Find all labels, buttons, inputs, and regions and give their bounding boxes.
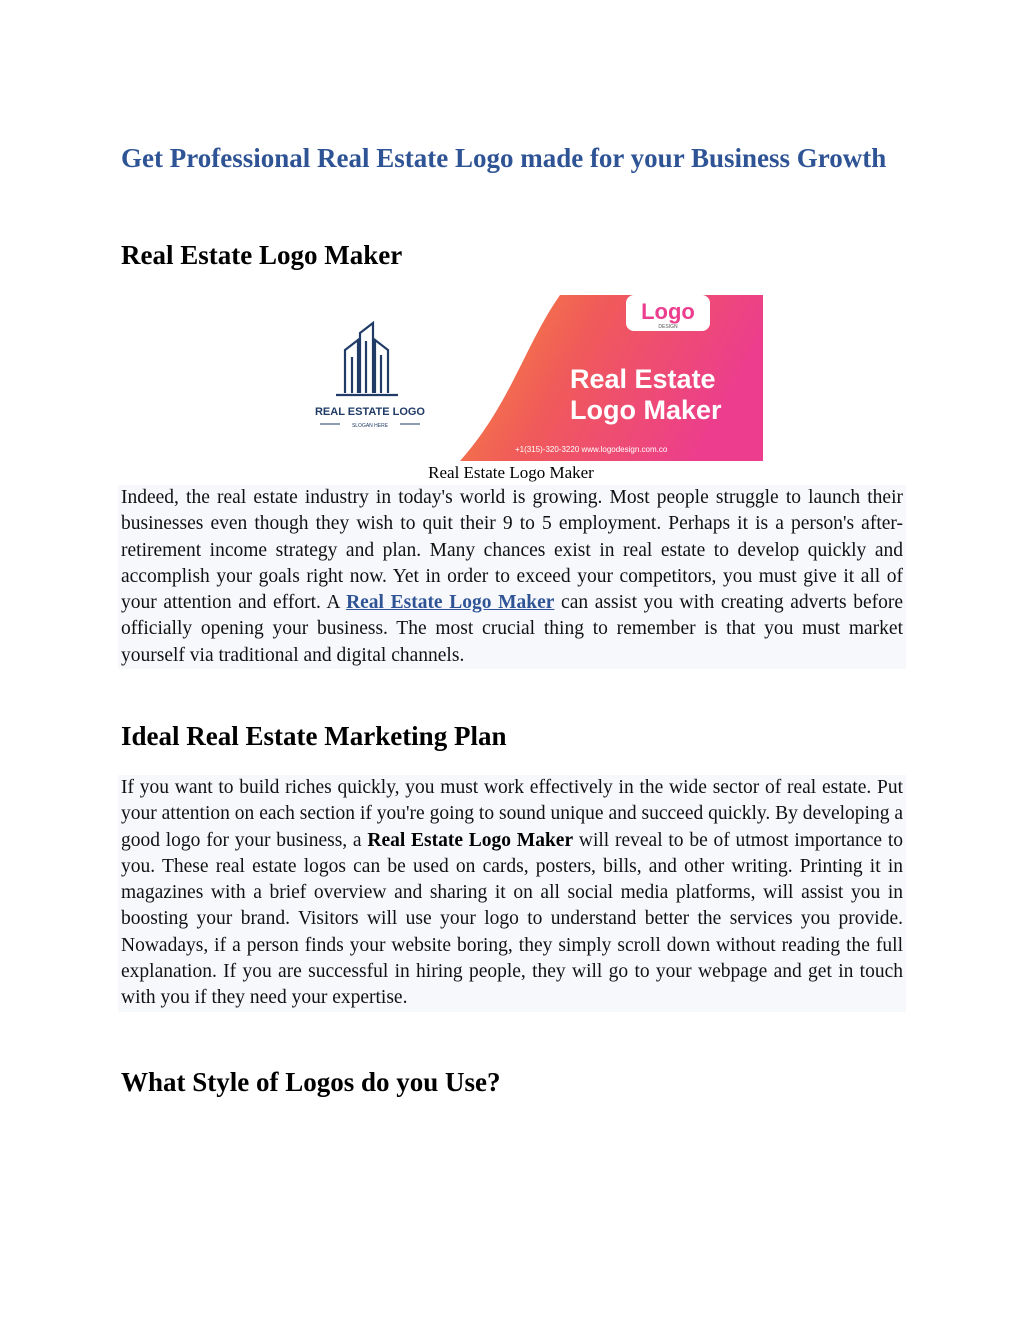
image-caption: Real Estate Logo Maker bbox=[428, 463, 594, 482]
marketing-text-part2: will reveal to be of utmost importance to you. These real estate logos can be used on cards, posters, bills, and other writing. Printing it in magazines with a brief overview and sharing it on all social media platforms, will assist you in boosting your brand. Visitors will use your logo to understand better the services you provide. Nowadays, if a person finds your website boring, they simply scroll down without reading the full explanation. If you are successful in hiring people, they will go to your webpage and get in touch with you if they need your expertise. bbox=[121, 829, 903, 1009]
section-heading-logo-styles: What Style of Logos do you Use? bbox=[121, 1067, 501, 1097]
brand-mark-design: DESIGN bbox=[658, 324, 678, 330]
real-estate-logo-banner-image bbox=[310, 295, 763, 461]
marketing-text-part1: If you want to build riches quickly, you must work effectively in the wide sector of real estate. Put your attention on each section if you're going to sound unique and succeed quickly. By developing a good logo for your business, a bbox=[121, 777, 903, 851]
intro-text-part2: can assist you with creating adverts before officially opening your business. The most crucial thing to remember is that you must market yourself via traditional and digital channels. bbox=[121, 592, 903, 666]
real-estate-logo-maker-link[interactable]: Real Estate Logo Maker bbox=[346, 592, 555, 614]
logo-title-text: REAL ESTATE LOGO bbox=[314, 406, 426, 418]
marketing-plan-paragraph bbox=[118, 775, 906, 1012]
section-heading-logo-maker: Real Estate Logo Maker bbox=[121, 240, 403, 270]
intro-paragraph bbox=[118, 485, 906, 669]
banner-title-line1: Real Estate bbox=[570, 364, 716, 394]
banner-contact-text: +1(315)-320-3220 www.logodesign.com.co bbox=[515, 445, 668, 454]
banner-title-line2: Logo Maker bbox=[570, 395, 722, 425]
logo-slogan-text: SLOGAN HERE bbox=[351, 423, 389, 429]
brand-mark-logo: Logo bbox=[641, 299, 695, 324]
page-title: Get Professional Real Estate Logo made for your Business Growth bbox=[121, 143, 887, 173]
intro-text-part1: Indeed, the real estate industry in today's world is growing. Most people struggle to launch their businesses even though they wish to quit their 9 to 5 employment. Perhaps it is a person's after-retirement income strategy and plan. Many chances exist in real estate to develop quickly and accomplish your goals right now. Yet in order to exceed your competitors, you must give it all of your attention and effort. A bbox=[121, 487, 903, 614]
real-estate-logo-maker-bold: Real Estate Logo Maker bbox=[367, 829, 574, 851]
section-heading-marketing-plan: Ideal Real Estate Marketing Plan bbox=[121, 721, 507, 751]
